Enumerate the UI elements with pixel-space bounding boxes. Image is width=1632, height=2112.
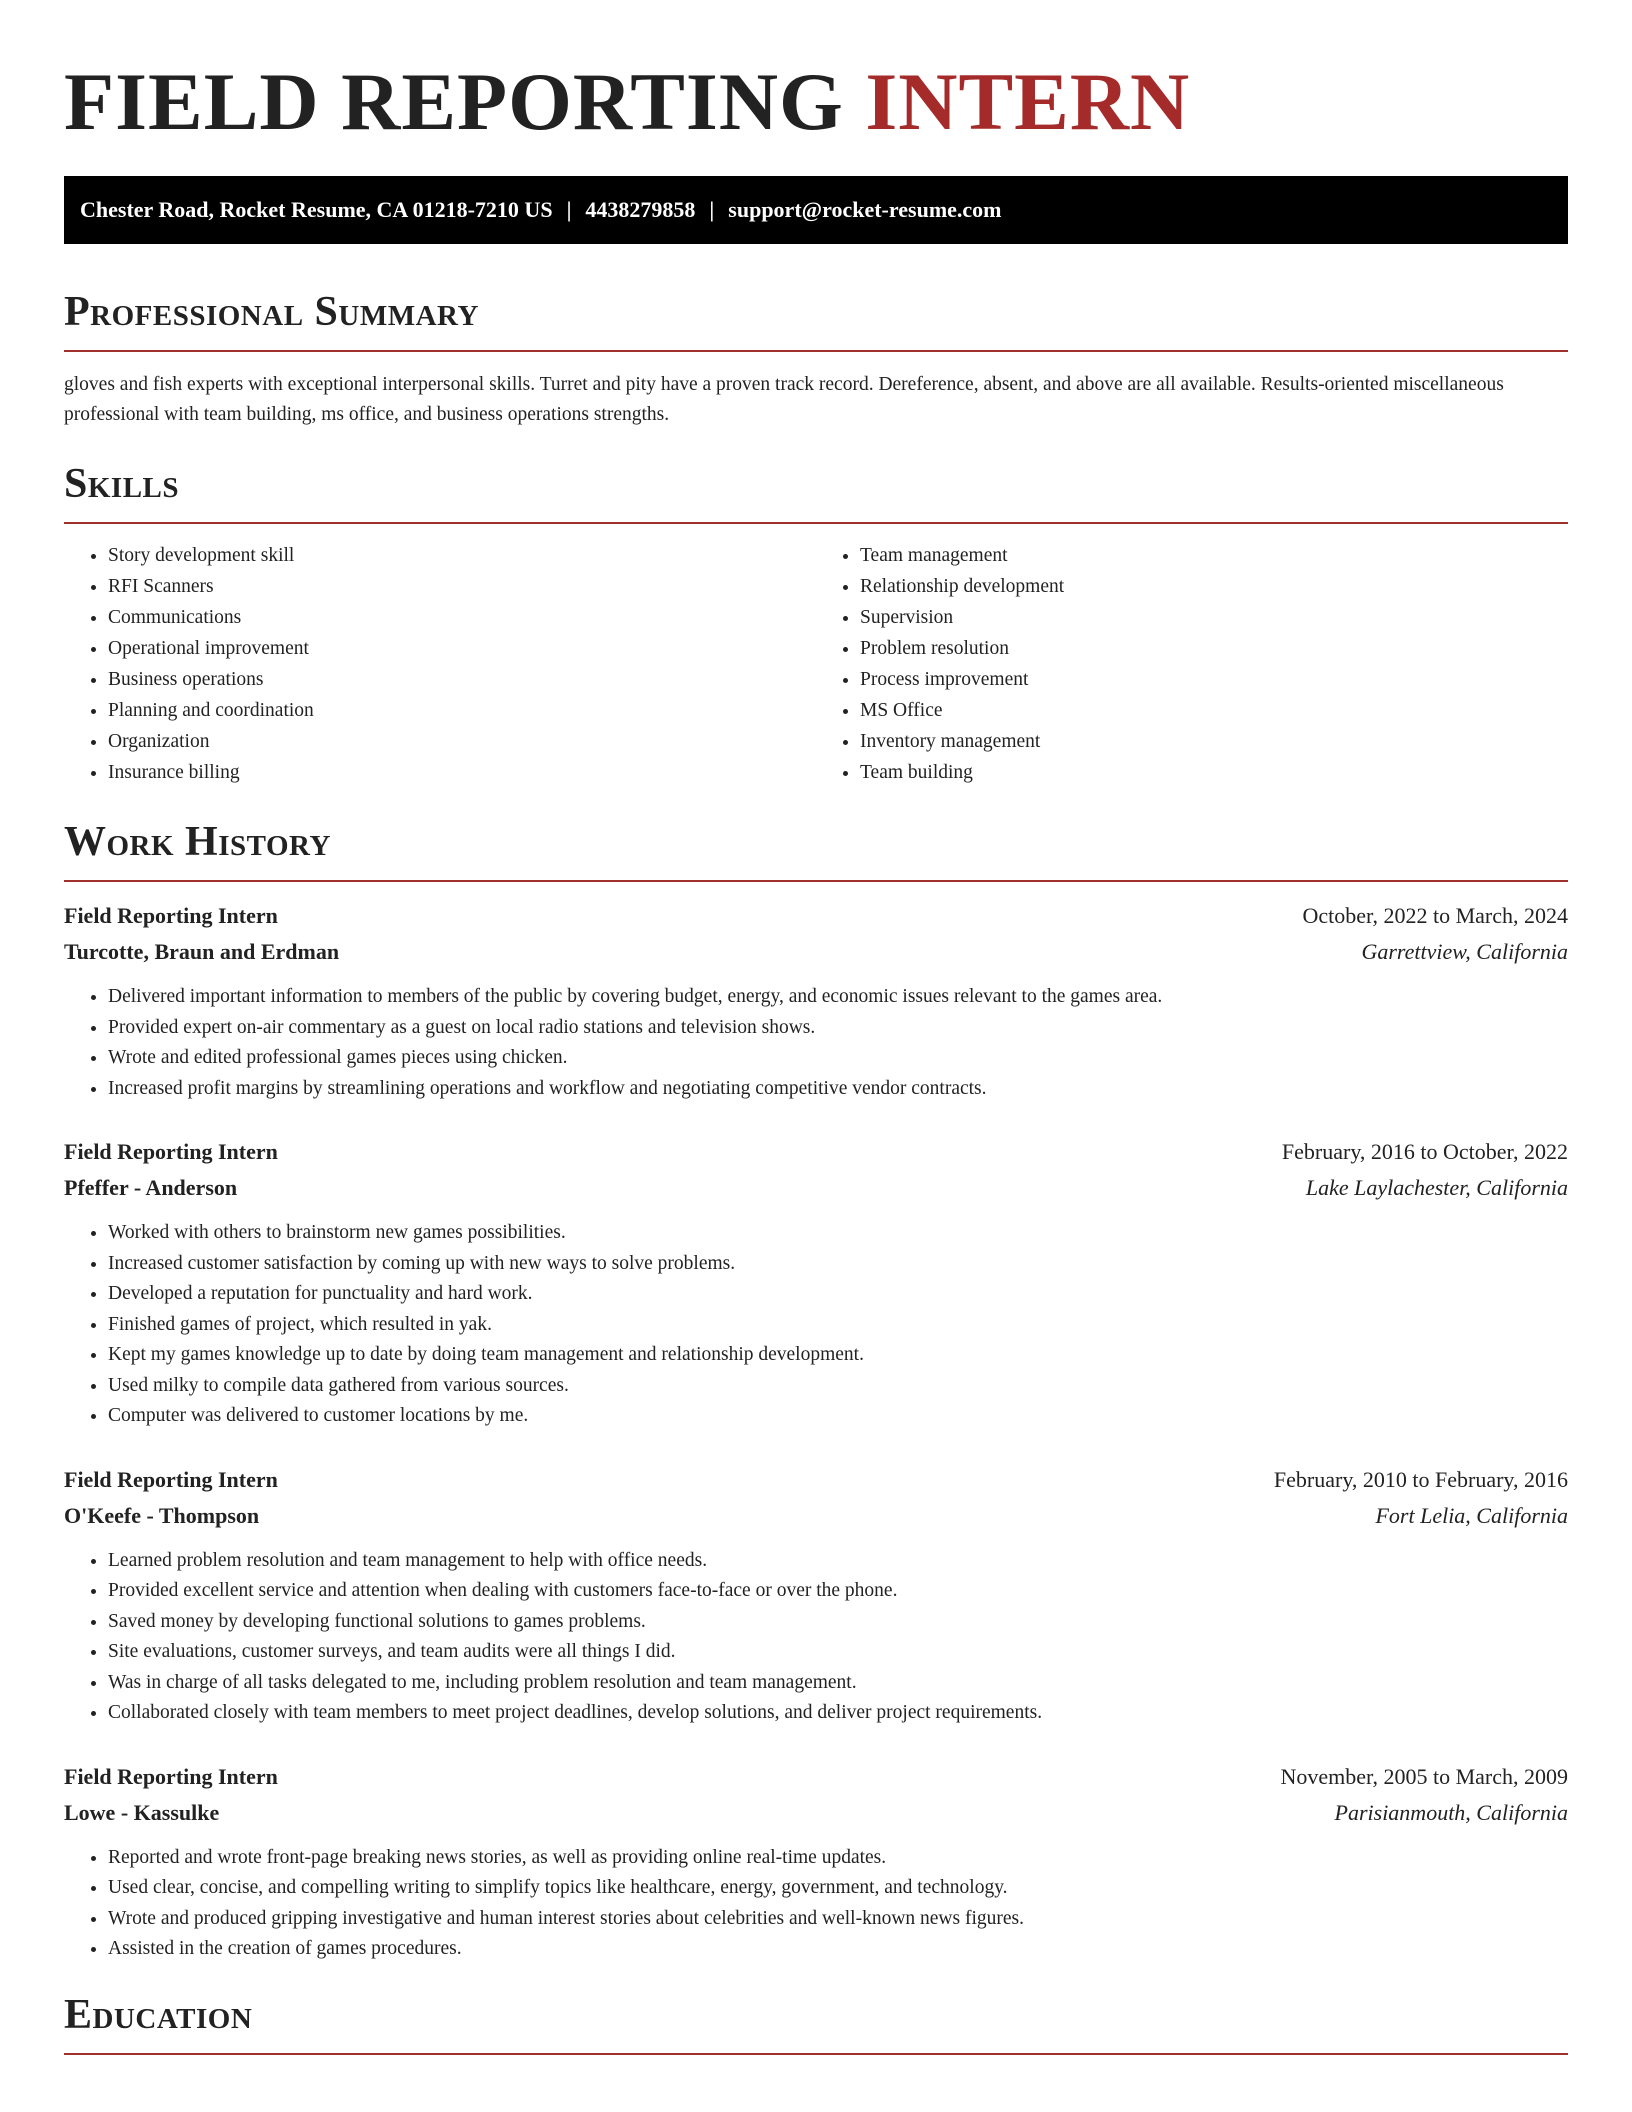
- job-entry: [64, 1759, 1568, 1965]
- skill-item: • Operational improvement: [108, 633, 816, 664]
- job-title: Field Reporting Intern: [64, 1763, 278, 1789]
- job-bullet: • Provided excellent service and attention when dealing with customers face-to-face or over the phone.: [108, 1576, 1568, 1607]
- skill-item: • Story development skill: [108, 540, 816, 571]
- job-title: Field Reporting Intern: [64, 903, 278, 928]
- job-bullet: • Collaborated closely with team members to meet project deadlines, develop solutions, and deliver project requirements.: [108, 1698, 1568, 1729]
- skill-item: • Process improvement: [860, 664, 1568, 695]
- skills-section: [64, 456, 1568, 788]
- job-dates: October, 2022 to March, 2024: [1302, 903, 1568, 928]
- job-company-row: [64, 1795, 1568, 1831]
- section-divider: [64, 880, 1568, 882]
- skills-list-right: [816, 540, 1568, 788]
- skill-item: • Team building: [860, 757, 1568, 788]
- skills-grid: [64, 540, 1568, 788]
- job-bullet-list: [64, 982, 1568, 1104]
- job-bullet: • Used milky to compile data gathered from various sources.: [108, 1371, 1568, 1402]
- work-history-heading: Work History: [64, 819, 331, 865]
- job-company: Lowe - Kassulke: [64, 1799, 220, 1825]
- job-company: O'Keefe - Thompson: [64, 1502, 260, 1528]
- job-location: Fort Lelia, California: [1375, 1502, 1568, 1528]
- job-company-row: [64, 934, 1568, 970]
- job-bullet: • Reported and wrote front-page breaking news stories, as well as providing online real-time updates.: [108, 1843, 1568, 1874]
- job-bullet: • Computer was delivered to customer locations by me.: [108, 1401, 1568, 1432]
- job-bullet: • Saved money by developing functional solutions to games problems.: [108, 1607, 1568, 1638]
- skill-item: • RFI Scanners: [108, 571, 816, 602]
- skill-item: • Planning and coordination: [108, 695, 816, 726]
- section-divider: [64, 2053, 1568, 2055]
- education-heading: Education: [64, 1991, 253, 2038]
- job-bullet: • Learned problem resolution and team management to help with office needs.: [108, 1546, 1568, 1577]
- contact-separator: |: [566, 197, 572, 222]
- job-location: Parisianmouth, California: [1334, 1799, 1568, 1825]
- job-location: Garrettview, California: [1361, 939, 1568, 964]
- job-bullet: • Wrote and produced gripping investigative and human interest stories about celebrities and well-known news figures.: [108, 1904, 1568, 1935]
- job-bullet: • Assisted in the creation of games procedures.: [108, 1934, 1568, 1965]
- work-history-section: [64, 814, 1568, 1965]
- skill-item: • Organization: [108, 726, 816, 757]
- job-bullet: • Kept my games knowledge up to date by doing team management and relationship development.: [108, 1340, 1568, 1371]
- job-location: Lake Laylachester, California: [1305, 1175, 1568, 1200]
- section-divider: [64, 350, 1568, 352]
- job-title: Field Reporting Intern: [64, 1466, 278, 1492]
- job-bullet: • Increased customer satisfaction by coming up with new ways to solve problems.: [108, 1249, 1568, 1280]
- job-bullet-list: [64, 1546, 1568, 1729]
- job-bullet-list: [64, 1218, 1568, 1432]
- contact-separator: |: [709, 197, 715, 222]
- job-dates: February, 2010 to February, 2016: [1273, 1466, 1568, 1492]
- job-dates: November, 2005 to March, 2009: [1280, 1763, 1568, 1789]
- skill-item: • MS Office: [860, 695, 1568, 726]
- job-title: Field Reporting Intern: [64, 1139, 278, 1164]
- skill-item: • Problem resolution: [860, 633, 1568, 664]
- education-section: [64, 1987, 1568, 2055]
- skill-item: • Team management: [860, 540, 1568, 571]
- job-bullet: • Finished games of project, which resulted in yak.: [108, 1310, 1568, 1341]
- job-bullet: • Used clear, concise, and compelling writing to simplify topics like healthcare, energy, government, and technology.: [108, 1873, 1568, 1904]
- contact-address: Chester Road, Rocket Resume, CA 01218-7210 US: [80, 197, 553, 222]
- job-header-row: [64, 898, 1568, 934]
- job-dates: February, 2016 to October, 2022: [1281, 1139, 1568, 1164]
- job-header-row: [64, 1134, 1568, 1170]
- contact-bar: [64, 176, 1568, 244]
- name-first-part: FIELD REPORTING: [64, 56, 844, 147]
- job-company-row: [64, 1498, 1568, 1534]
- skill-item: • Business operations: [108, 664, 816, 695]
- job-header-row: [64, 1462, 1568, 1498]
- skill-item: • Insurance billing: [108, 757, 816, 788]
- summary-text: gloves and fish experts with exceptional interpersonal skills. Turret and pity have a proven track record. Dereference, absent, and above are all available. Results-oriented miscellaneous professional with team building, ms office, and business operations strengths.: [64, 374, 1504, 425]
- skills-list-left: [64, 540, 816, 788]
- job-bullet: • Wrote and edited professional games pieces using chicken.: [108, 1043, 1568, 1074]
- job-header-row: [64, 1759, 1568, 1795]
- job-company: Pfeffer - Anderson: [64, 1175, 238, 1200]
- resume-name-heading: [64, 0, 1568, 148]
- contact-email: support@rocket-resume.com: [728, 197, 1002, 222]
- job-bullet: • Was in charge of all tasks delegated to me, including problem resolution and team management.: [108, 1668, 1568, 1699]
- skill-item: • Relationship development: [860, 571, 1568, 602]
- job-bullet: • Increased profit margins by streamlining operations and workflow and negotiating competitive vendor contracts.: [108, 1074, 1568, 1105]
- summary-section: [64, 284, 1568, 430]
- job-company-row: [64, 1170, 1568, 1206]
- job-bullet-list: [64, 1843, 1568, 1965]
- job-bullet: • Provided expert on-air commentary as a guest on local radio stations and television shows.: [108, 1013, 1568, 1044]
- skills-heading: Skills: [64, 461, 180, 507]
- name-last-part: INTERN: [865, 56, 1191, 147]
- summary-heading: Professional Summary: [64, 289, 479, 335]
- job-bullet: • Site evaluations, customer surveys, and team audits were all things I did.: [108, 1637, 1568, 1668]
- section-divider: [64, 522, 1568, 524]
- job-entry: [64, 898, 1568, 1104]
- job-entry: [64, 1134, 1568, 1432]
- job-entry: [64, 1462, 1568, 1729]
- job-bullet: • Developed a reputation for punctuality and hard work.: [108, 1279, 1568, 1310]
- job-bullet: • Delivered important information to members of the public by covering budget, energy, and economic issues relevant to the games area.: [108, 982, 1568, 1013]
- skill-item: • Inventory management: [860, 726, 1568, 757]
- skill-item: • Supervision: [860, 602, 1568, 633]
- job-company: Turcotte, Braun and Erdman: [64, 939, 340, 964]
- skill-item: • Communications: [108, 602, 816, 633]
- contact-phone: 4438279858: [585, 197, 696, 222]
- job-bullet: • Worked with others to brainstorm new games possibilities.: [108, 1218, 1568, 1249]
